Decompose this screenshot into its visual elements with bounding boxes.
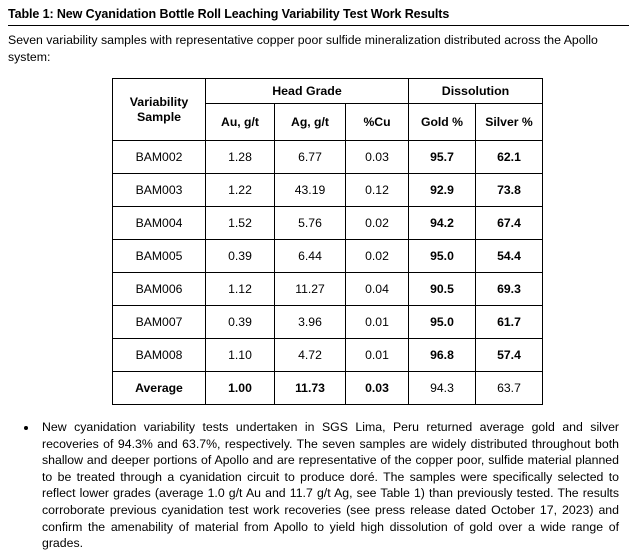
cell-au: 1.28	[206, 141, 275, 174]
cell-sample: BAM007	[113, 306, 206, 339]
cell-ag: 6.77	[275, 141, 346, 174]
table-row	[113, 240, 543, 273]
cell-gold: 95.0	[409, 240, 476, 273]
page-title: Table 1: New Cyanidation Bottle Roll Leaching Variability Test Work Results	[8, 7, 450, 21]
intro-paragraph: Seven variability samples with representative copper poor sulfide mineralization distributed across the Apollo system:	[8, 33, 598, 64]
cell-silver: 69.3	[476, 273, 543, 306]
cell-ag: 6.44	[275, 240, 346, 273]
cell-gold: 95.0	[409, 306, 476, 339]
header-variability-sample: Variability Sample	[113, 79, 206, 141]
table-body	[113, 141, 543, 405]
cell-gold: 94.3	[409, 372, 476, 405]
cell-au: 1.00	[206, 372, 275, 405]
table-row	[113, 141, 543, 174]
cell-ag: 5.76	[275, 207, 346, 240]
header-gold-pct: Gold %	[409, 104, 476, 141]
header-head-grade: Head Grade	[206, 79, 409, 104]
cell-gold: 96.8	[409, 339, 476, 372]
cell-silver: 61.7	[476, 306, 543, 339]
cell-gold: 94.2	[409, 207, 476, 240]
results-table-container	[8, 78, 629, 405]
cell-silver: 67.4	[476, 207, 543, 240]
cell-sample: BAM003	[113, 174, 206, 207]
cell-ag: 3.96	[275, 306, 346, 339]
table-row	[113, 306, 543, 339]
cell-cu: 0.03	[346, 372, 409, 405]
cell-silver: 54.4	[476, 240, 543, 273]
title-divider	[8, 25, 629, 26]
cell-gold: 92.9	[409, 174, 476, 207]
cell-silver: 57.4	[476, 339, 543, 372]
cell-cu: 0.03	[346, 141, 409, 174]
cell-au: 1.22	[206, 174, 275, 207]
list-item: • New cyanidation variability tests undertaken in SGS Lima, Peru returned average gold and silver recoveries of 94.3% and 63.7%, respectively. The seven samples are widely distributed throughout both shallow and deeper portions of Apollo and are representative of the copper poor, sulfide material planned to be treated through a cyanidation circuit to produce doré. The samples were specifically selected to reflect lower grades (average 1.0 g/t Au and 11.7 g/t Ag, see Table 1) than previously tested. The results corroborate previous cyanidation test work recoveries (see press release dated October 17, 2023) and confirm the amenability of material from Apollo to yield high dissolution of gold over a wide range of grades.	[38, 419, 619, 552]
table-row	[113, 174, 543, 207]
cell-gold: 95.7	[409, 141, 476, 174]
cell-au: 1.12	[206, 273, 275, 306]
cell-cu: 0.01	[346, 339, 409, 372]
notes-section	[8, 419, 629, 552]
table-header-row-group	[113, 79, 543, 104]
cell-sample: Average	[113, 372, 206, 405]
header-silver-pct: Silver %	[476, 104, 543, 141]
cell-au: 1.10	[206, 339, 275, 372]
cell-cu: 0.04	[346, 273, 409, 306]
notes-list	[8, 419, 619, 552]
cell-gold: 90.5	[409, 273, 476, 306]
cell-silver: 63.7	[476, 372, 543, 405]
cell-silver: 62.1	[476, 141, 543, 174]
cell-sample: BAM008	[113, 339, 206, 372]
header-au-gt: Au, g/t	[206, 104, 275, 141]
cell-cu: 0.02	[346, 207, 409, 240]
cell-cu: 0.02	[346, 240, 409, 273]
cell-au: 0.39	[206, 306, 275, 339]
cell-silver: 73.8	[476, 174, 543, 207]
cell-au: 1.52	[206, 207, 275, 240]
cell-ag: 11.73	[275, 372, 346, 405]
cell-sample: BAM002	[113, 141, 206, 174]
table-row-average	[113, 372, 543, 405]
cell-sample: BAM005	[113, 240, 206, 273]
table-head	[113, 79, 543, 141]
table-row	[113, 207, 543, 240]
cell-ag: 11.27	[275, 273, 346, 306]
cell-sample: BAM004	[113, 207, 206, 240]
cell-ag: 4.72	[275, 339, 346, 372]
cell-cu: 0.12	[346, 174, 409, 207]
cell-au: 0.39	[206, 240, 275, 273]
cell-cu: 0.01	[346, 306, 409, 339]
header-ag-gt: Ag, g/t	[275, 104, 346, 141]
table-row	[113, 339, 543, 372]
table-row	[113, 273, 543, 306]
header-pct-cu: %Cu	[346, 104, 409, 141]
header-dissolution: Dissolution	[409, 79, 543, 104]
cell-ag: 43.19	[275, 174, 346, 207]
results-table	[112, 78, 543, 405]
cell-sample: BAM006	[113, 273, 206, 306]
